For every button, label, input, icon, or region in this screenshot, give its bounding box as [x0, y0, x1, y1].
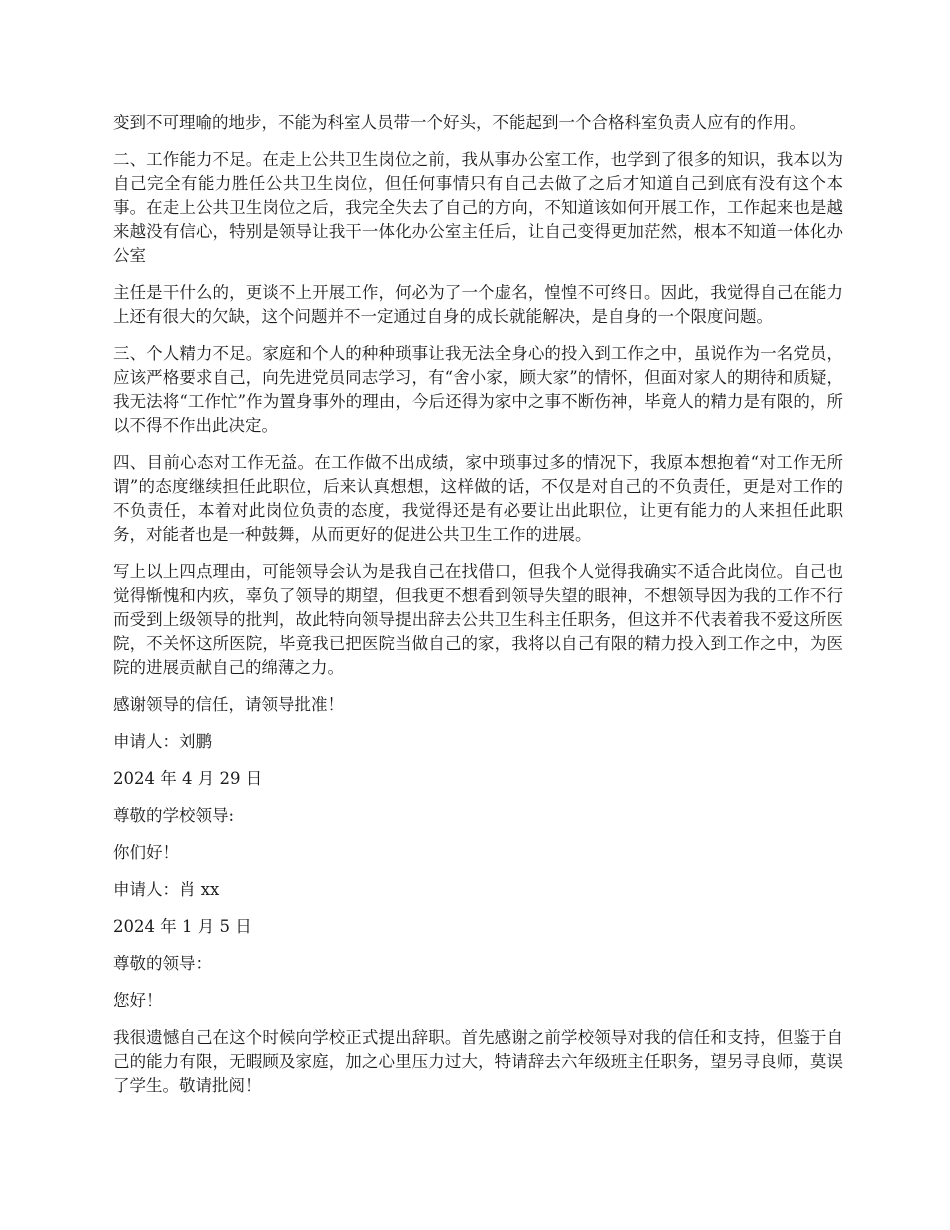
greeting-line: 你们好！: [113, 843, 179, 862]
document-page: [113, 111, 843, 1111]
paragraph-reason-three: 三、个人精力不足。家庭和个人的种种琐事让我无法全身心的投入到工作之中，虽说作为一名党员，应该严格要求自己，向先进党员同志学习，有“舍小家，顾大家”的情怀，但面对家人的期待和质疑，我无法将“工作忙”作为置身事外的理由，今后还得为家中之事不断伤神，毕竟人的精力是有限的，所以不得不作出此决定。: [113, 344, 843, 435]
paragraph-thanks: 感谢领导的信任，请领导批准！: [113, 695, 344, 714]
paragraph-continuation: 变到不可理喻的地步，不能为科室人员带一个好头，不能起到一个合格科室负责人应有的作用。: [113, 113, 806, 132]
applicant-line: 申请人：刘鹏: [113, 732, 212, 751]
paragraph-summary: 写上以上四点理由，可能领导会认为是我自己在找借口，但我个人觉得我确实不适合此岗位。自己也觉得惭愧和内疚，辜负了领导的期望，但我更不想看到领导失望的眼神，不想领导因为我的工作不行而受到上级领导的批判，故此特向领导提出辞去公共卫生科主任职务，但这并不代表着我不爱这所医院，不关怀这所医院，毕竟我已把医院当做自己的家，我将以自己有限的精力投入到工作之中，为医院的进展贡献自己的绵薄之力。: [113, 562, 843, 677]
paragraph-resignation: 我很遗憾自己在这个时候向学校正式提出辞职。首先感谢之前学校领导对我的信任和支持，但鉴于自己的能力有限，无暇顾及家庭，加之心里压力过大，特请辞去六年级班主任职务，望另寻良师，莫误了学生。敬请批阅！: [113, 1028, 843, 1095]
applicant-line-2: 申请人：肖 xx: [113, 880, 220, 899]
salutation-line: 尊敬的学校领导:: [113, 806, 235, 825]
greeting-line-2: 您好！: [113, 991, 163, 1010]
paragraph-reason-four: 四、目前心态对工作无益。在工作做不出成绩，家中琐事过多的情况下，我原本想抱着“对工作无所谓”的态度继续担任此职位，后来认真想想，这样做的话，不仅是对自己的不负责任，更是对工作的不负责任，本着对此岗位负责的态度，我觉得还是有必要让出此职位，让更有能力的人来担任此职务，对能者也是一种鼓舞，从而更好的促进公共卫生工作的进展。: [113, 453, 843, 544]
date-line: 2024 年 4 月 29 日: [113, 769, 263, 788]
salutation-line-2: 尊敬的领导：: [113, 954, 212, 973]
date-line-2: 2024 年 1 月 5 日: [113, 917, 252, 936]
paragraph-reason-two: 二、工作能力不足。在走上公共卫生岗位之前，我从事办公室工作，也学到了很多的知识，我本以为自己完全有能力胜任公共卫生岗位，但任何事情只有自己去做了之后才知道自己到底有没有这个本事。在走上公共卫生岗位之后，我完全失去了自己的方向，不知道该如何开展工作，工作起来也是越来越没有信心，特别是领导让我干一体化办公室主任后，让自己变得更加茫然，根本不知道一体化办公室: [113, 150, 843, 265]
paragraph-reason-two-continued: 主任是干什么的，更谈不上开展工作，何必为了一个虚名，惶惶不可终日。因此，我觉得自己在能力上还有很大的欠缺，这个问题并不一定通过自身的成长就能解决，是自身的一个限度问题。: [113, 283, 843, 326]
